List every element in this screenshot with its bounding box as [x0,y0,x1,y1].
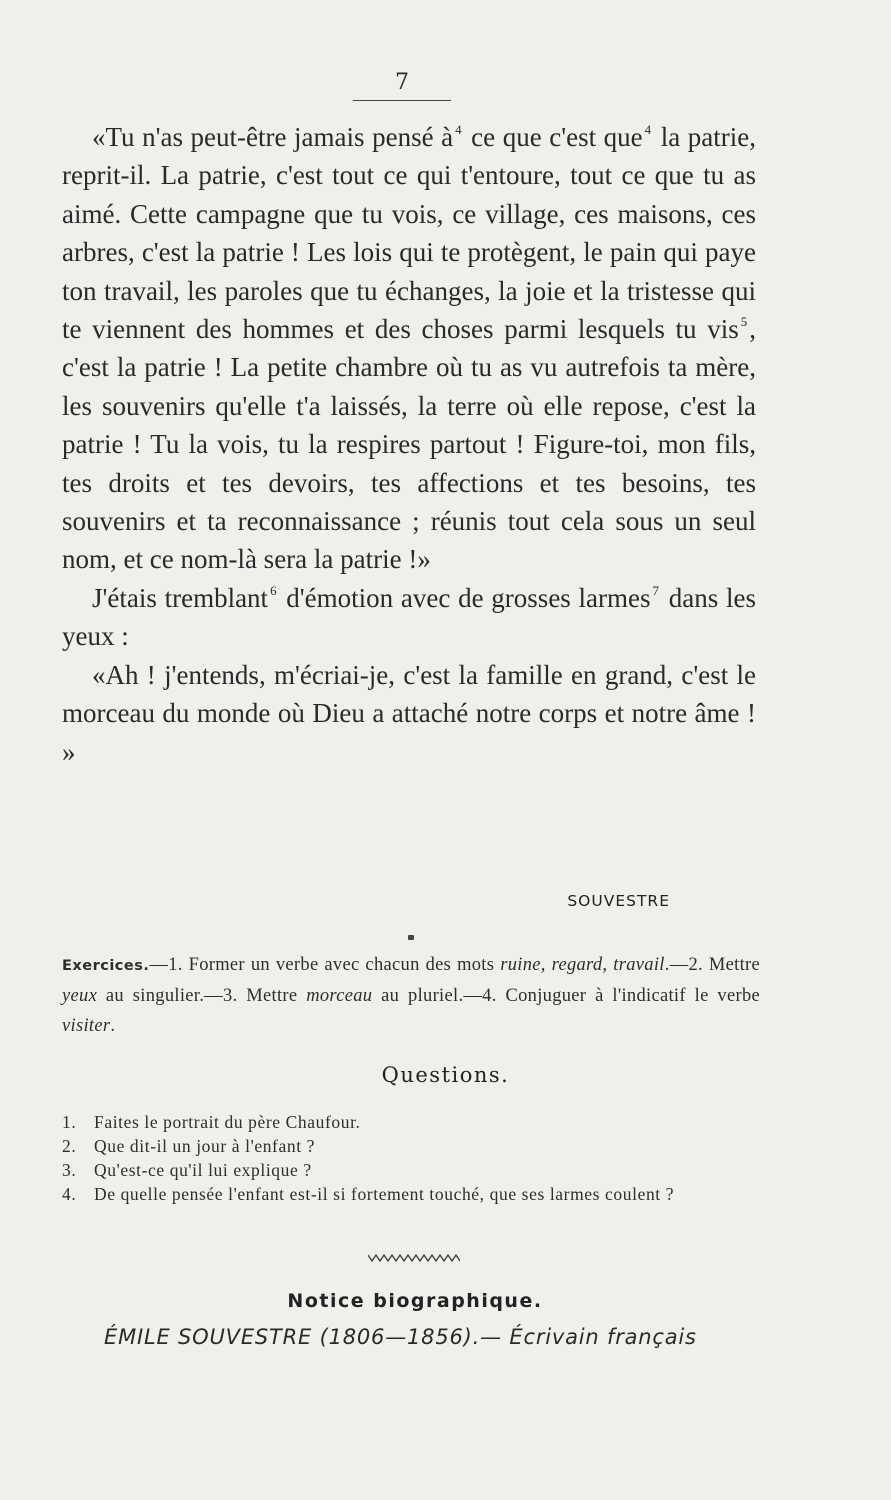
italic-word: morceau [306,986,373,1006]
exercises-label: Exercices. [62,958,150,974]
question-item [62,1110,762,1134]
text-run: dans les yeux : [62,582,756,652]
paragraph-patrie [62,118,756,579]
notice-text: ÉMILE SOUVESTRE (1806—1856).— Écrivain français [104,1325,697,1349]
italic-word: ruine, regard, travail [500,955,665,975]
footnote-ref: 4 [455,122,462,137]
text-run: au singulier.—3. Mettre [97,986,307,1006]
questions-title: Questions. [381,1063,510,1087]
exercises-block [62,950,760,1041]
questions-list [62,1110,762,1206]
question-text: Que dit-il un jour à l'enfant ? [94,1136,315,1156]
text-run: au pluriel.—4. Conjuguer à l'indicatif le verbe [372,986,761,1006]
notice-title: Notice biographique. [287,1290,543,1312]
italic-word: yeux [62,986,98,1006]
text-run: la patrie, reprit-il. La patrie, c'est tout ce qui t'entoure, tout ce que tu as aimé. Cette campagne que tu vois, ce village, ces maisons, ces arbres, c'est la patrie ! Les lois qui te protègent, le pain qui paye ton travail, les paroles que tu échanges, la joie et la tristesse qui te viennent des hommes et des choses parmi lesquels tu vis [62,122,756,345]
footnote-ref: 5 [740,314,748,330]
paragraph-famille: «Ah ! j'entends, m'écriai-je, c'est la famille en grand, c'est le morceau du monde où Dieu a attaché notre corps et notre âme ! » [62,659,756,767]
question-item [62,1182,762,1206]
wave-ornament-icon [368,1253,460,1263]
question-number: 4. [62,1184,77,1204]
footnote-ref: 4 [644,122,652,137]
paragraph-emotion [62,579,756,656]
text-run: , c'est la patrie ! La petite chambre où tu as vu autrefois ta mère, les souvenirs qu'elle t'a laissés, la terre où elle repose, c'est la patrie ! Tu la vois, tu la respires partout ! Figure-toi, mon fils, tes droits et tes devoirs, tes affections et tes besoins, tes souvenirs et ta reconnaissance ; réunis tout cela sous un seul nom, et ce nom-là sera la patrie !» [62,314,756,575]
page-number: 7 [353,70,451,101]
question-number: 2. [62,1136,77,1156]
main-text [62,118,756,771]
footnote-ref: 7 [652,582,660,598]
question-text: Faites le portrait du père Chaufour. [94,1112,361,1132]
text-run: .—2. Mettre [664,955,760,975]
question-number: 3. [62,1160,77,1180]
question-item [62,1158,762,1182]
question-item [62,1134,762,1158]
footnote-ref: 6 [270,582,277,598]
author-signature: SOUVESTRE [567,892,670,910]
text-run: . [110,1016,116,1036]
text-run: «Tu n'as peut-être jamais pensé à [92,122,454,152]
text-run: —1. Former un verbe avec chacun des mots [149,955,501,975]
question-text: De quelle pensée l'enfant est-il si fortement touché, que ses larmes coulent ? [94,1184,675,1204]
separator-dot [408,935,414,940]
text-run: d'émotion avec de grosses larmes [278,582,651,613]
question-text: Qu'est-ce qu'il lui explique ? [94,1160,312,1180]
text-run: ce que c'est que [463,122,643,152]
text-run: J'étais tremblant [92,582,269,613]
question-number: 1. [62,1112,77,1132]
italic-word: visiter [62,1016,111,1036]
